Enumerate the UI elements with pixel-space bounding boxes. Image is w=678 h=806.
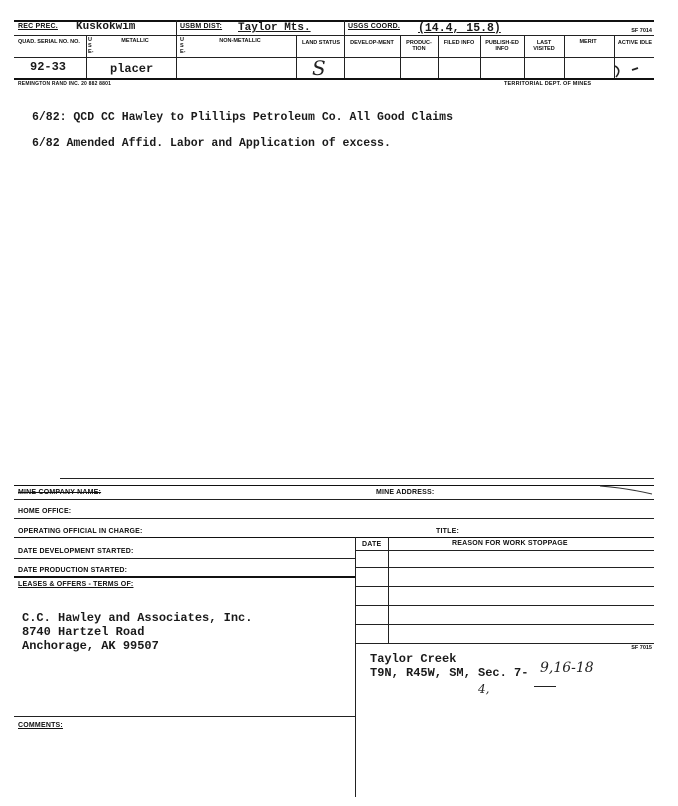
address-line-3: Anchorage, AK 99507	[22, 639, 159, 653]
note-line-2: 6/82 Amended Affid. Labor and Application of excess.	[32, 137, 391, 150]
col-use-a: U S E-	[88, 37, 94, 55]
form-code-bottom: SF 7015	[631, 645, 652, 651]
address-line-1: C.C. Hawley and Associates, Inc.	[22, 611, 253, 625]
title-label: TITLE:	[436, 528, 459, 535]
metallic-value: placer	[110, 62, 154, 76]
corner-pen-stroke	[598, 482, 654, 496]
active-idle-mark	[612, 62, 642, 80]
form-code-top: SF 7014	[631, 28, 652, 34]
home-office-label: HOME OFFICE:	[18, 508, 72, 515]
location-handwritten: 9,16-18	[540, 660, 594, 676]
dept-line: TERRITORIAL DEPT. OF MINES	[504, 81, 592, 87]
location-line-2: T9N, R45W, SM, Sec. 7-	[370, 666, 529, 680]
col-last-visited: LAST VISITED	[533, 40, 555, 52]
location-handwritten-sub: 4,	[478, 682, 490, 696]
col-development: DEVELOP-MENT	[350, 40, 394, 46]
usbm-dist-value: Taylor Mts.	[238, 22, 311, 34]
operating-official-label: OPERATING OFFICIAL IN CHARGE:	[18, 528, 143, 535]
col-non-metallic: NON-METALLIC	[219, 38, 261, 44]
usbm-dist-label: USBM DIST:	[180, 23, 223, 30]
rec-prec-value: Kuskokwim	[76, 21, 136, 33]
note-line-1: 6/82: QCD CC Hawley to Plillips Petroleum Co. All Good Claims	[32, 111, 453, 124]
comments-label: COMMENTS:	[18, 722, 63, 729]
location-line-1: Taylor Creek	[370, 652, 457, 666]
col-active-idle: ACTIVE IDLE	[617, 40, 653, 46]
leases-label: LEASES & OFFERS - TERMS OF:	[18, 581, 134, 588]
address-line-2: 8740 Hartzel Road	[22, 625, 145, 639]
usgs-coord-label: USGS COORD.	[348, 23, 400, 30]
date-col-label: DATE	[362, 541, 382, 548]
dev-started-label: DATE DEVELOPMENT STARTED:	[18, 548, 134, 555]
rec-prec-label: REC PREC.	[18, 23, 58, 30]
col-production: PRODUC-TION	[406, 40, 432, 52]
land-status-value: S	[312, 56, 326, 80]
prod-started-label: DATE PRODUCTION STARTED:	[18, 567, 128, 574]
col-land-status: LAND STATUS	[302, 40, 340, 46]
quad-serial-value: 92-33	[30, 60, 67, 74]
mine-address-label: MINE ADDRESS:	[376, 489, 435, 496]
col-published-info: PUBLISH-ED INFO	[485, 40, 519, 52]
col-use-b: U S E-	[180, 37, 186, 55]
printer-line: REMINGTON RAND INC. 20 882 8801	[18, 81, 112, 87]
col-metallic: METALLIC	[121, 38, 149, 44]
col-quad-serial: QUAD. SERIAL NO. NO.	[18, 39, 80, 45]
col-merit: MERIT	[579, 39, 597, 45]
reason-col-label: REASON FOR WORK STOPPAGE	[452, 540, 568, 547]
col-filed-info: FILED INFO	[443, 40, 475, 46]
mine-company-label: MINE COMPANY NAME:	[18, 489, 102, 496]
usgs-coord-value: (14.4, 15.8)	[418, 22, 501, 35]
